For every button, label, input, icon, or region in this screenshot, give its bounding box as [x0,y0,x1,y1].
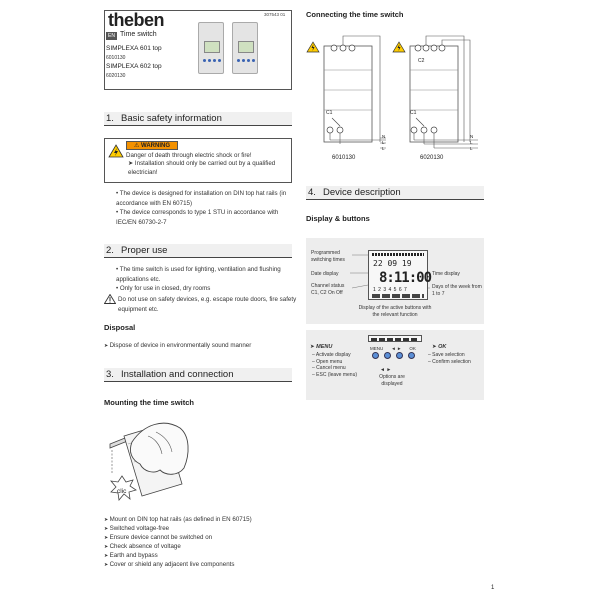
mount-step-3: ➤ Ensure device cannot be switched on [104,533,212,544]
mount-step-4: ➤ Check absence of voltage [104,542,181,553]
ok-functions: – Save selection – Confirm selection [428,352,471,365]
page-number: 1 [491,585,495,591]
ok-label: ➤ OK [432,344,447,350]
diagram1-terminal-l1: L [382,140,385,145]
product-image-602 [232,22,258,74]
diagram2-terminal-l2: L [470,146,473,151]
warning-subtext: ➤ Installation should only be carried out by a qualified electrician! [128,160,276,176]
warning-text: Danger of death through electric shock or fire! [126,152,252,159]
wiring-diagram-6020130 [392,30,484,150]
label-active-buttons: Display of the active buttons with the relevant function [358,305,432,318]
warning-label: ⚠ WARNING [126,141,178,150]
diagram2-terminal-n: N [470,134,474,139]
diagram2-c2-label: C2 [418,58,425,64]
document-number: 307543 01 [264,12,286,17]
wiring-diagram-6010130 [306,30,390,150]
lcd-display [368,250,432,300]
section-2-heading: 2. Proper use [104,244,292,258]
menu-label: ➤ MENU [310,344,333,350]
right-arrow-button[interactable] [396,352,403,359]
diagram2-c1-label: C1 [410,110,417,116]
product-code-602: 6020130 [106,73,126,79]
mount-step-5: ➤ Earth and bypass [104,551,158,562]
clic-label: clic [117,488,127,495]
section-3-heading: 3. Installation and connection [104,368,292,382]
display-buttons-heading: Display & buttons [306,214,370,223]
use-bullet-2: • Only for use in closed, dry rooms [116,284,296,294]
caution-icon [104,294,116,304]
label-days-of-week: Days of the week from 1 to 7 [432,284,482,297]
arrow-icons: ◄ ► [380,367,392,373]
button-indicator-bar [368,335,422,342]
diagram2-code: 6020130 [420,155,444,161]
ok-button[interactable] [408,352,415,359]
product-name-602: SIMPLEXA 602 top [106,63,162,70]
menu-button[interactable] [372,352,379,359]
left-arrow-button[interactable] [384,352,391,359]
product-name-601: SIMPLEXA 601 top [106,45,162,52]
diagram1-c1-label: C1 [326,110,333,116]
disposal-text: ➤ Dispose of device in environmentally sound manner [104,341,294,352]
section-1-heading: 1. Basic safety information [104,112,292,126]
diagram1-code: 6010130 [332,155,356,161]
label-time-display: Time display [432,271,460,277]
mounting-illustration [104,414,214,510]
document-title: Time switch [120,31,157,38]
disposal-heading: Disposal [104,323,136,332]
product-code-601: 6010130 [106,55,126,61]
lcd-days: 1 2 3 4 5 6 7 [373,287,408,293]
electric-warning-icon [108,144,124,158]
lcd-time: 8:11:00 [379,270,432,286]
connecting-heading: Connecting the time switch [306,10,404,19]
label-channel-status: Channel status C1, C2 On Off [311,283,345,296]
brand-logo: theben [108,10,165,30]
mount-step-2: ➤ Switched voltage-free [104,524,169,535]
mount-step-1: ➤ Mount on DIN top hat rails (as defined in EN 60715) [104,515,252,526]
mounting-heading: Mounting the time switch [104,398,194,407]
diagram2-terminal-l1: L [470,140,473,145]
section-4-heading: 4. Device description [306,186,484,200]
label-date-display: Date display [311,271,339,277]
language-badge: EN [106,32,117,40]
label-programmed-times: Programmed switching times [311,250,345,263]
safety-bullet-1: • The device is designed for installation on DIN top hat rails (in accordance with EN 60715) [116,189,296,208]
diagram1-terminal-n: N [382,134,386,139]
button-row-labels: MENU ◄ ► OK [370,346,416,351]
options-label: Options are displayed [379,374,405,387]
menu-functions: – Activate display – Open menu – Cancel menu – ESC (leave menu) [312,352,358,378]
caution-text: Do not use on safety devices, e.g. escape route doors, fire safety equipment etc. [118,296,297,313]
mount-step-6: ➤ Cover or shield any adjacent live components [104,560,234,571]
safety-bullet-2: • The device corresponds to type 1 STU in accordance with IEC/EN 60730-2-7 [116,208,296,227]
diagram1-terminal-l2: L [382,146,385,151]
use-bullet-1: • The time switch is used for lighting, ventilation and flushing applications etc. [116,265,296,284]
product-image-601 [198,22,224,74]
lcd-date: 22 09 19 [373,259,412,268]
